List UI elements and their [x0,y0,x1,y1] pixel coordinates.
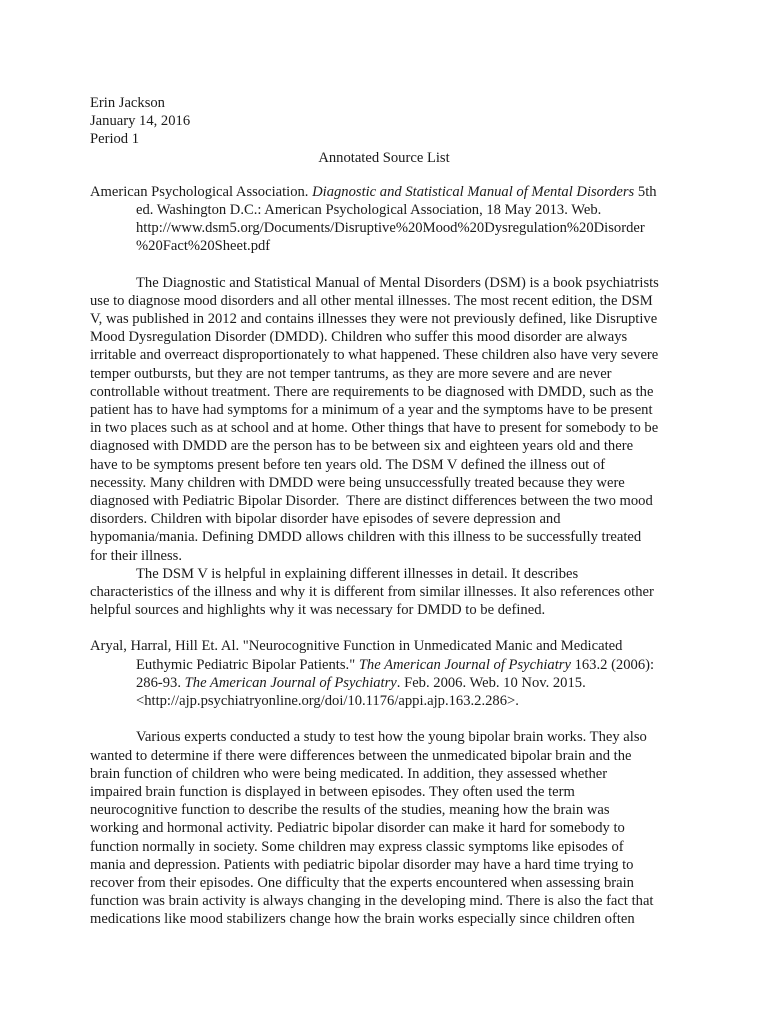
annotation-dsm-line: have to be symptoms present before ten years old. The DSM V defined the illness out of [90,456,606,473]
annotation-dsm-line: irritable and overreact disproportionately to what happened. These children also have very severe [90,347,659,364]
citation-dsm [90,183,678,256]
citation-dsm-line-2: ed. Washington D.C.: American Psychological Association, 18 May 2013. Web. [136,202,602,219]
annotation-dsm-line: helpful sources and highlights why it was necessary for DMDD to be defined. [90,602,546,619]
citation-aryal-article-end: Euthymic Pediatric Bipolar Patients." [136,656,359,673]
annotation-aryal-line: medications like mood stabilizers change how the brain works especially since children often [90,911,635,928]
annotation-aryal-line: function was brain activity is always changing in the developing mind. There is also the fact that [90,893,654,910]
annotation-dsm-line: in two places such as at school and at home. Other things that have to present for somebody to be [90,420,659,437]
citation-aryal-line-1: Aryal, Harral, Hill Et. Al. "Neurocognitive Function in Unmedicated Manic and Medicated [90,638,623,655]
citation-aryal-access: . Feb. 2006. Web. 10 Nov. 2015. [396,674,586,691]
annotation-dsm-line: V, was published in 2012 and contains illnesses they were not previously defined, like Disruptive [90,311,658,328]
annotation-dsm-line: patient has to have had symptoms for a minimum of a year and the symptoms have to be present [90,402,653,419]
citation-aryal-journal: The American Journal of Psychiatry [358,656,571,673]
annotation-dsm-line: Mood Dysregulation Disorder (DMDD). Children who suffer this mood disorder are always [90,329,628,346]
annotation-dsm-line: necessity. Many children with DMDD were being unsuccessfully treated because they were [90,474,625,491]
annotation-dsm-line: diagnosed with DMDD are the person has to be between six and eighteen years old and there [90,438,634,455]
annotation-aryal-line: Various experts conducted a study to test how the young bipolar brain works. They also [136,729,647,746]
annotation-aryal-line: neurocognitive function to describe the results of the studies, meaning how the brain was [90,802,610,819]
annotation-aryal-line: working and hormonal activity. Pediatric bipolar disorder can make it hard for somebody to [90,820,625,837]
annotation-aryal-line: mania and depression. Patients with pediatric bipolar disorder may have a hard time trying to [90,856,634,873]
citation-aryal [90,637,678,710]
class-period: Period 1 [90,131,140,148]
annotation-aryal-line: impaired brain function is displayed in between episodes. They often used the term [90,783,575,800]
citation-dsm-author: American Psychological Association. [90,183,313,200]
citation-aryal-line-2 [90,656,678,674]
citation-dsm-url-line-2: %20Fact%20Sheet.pdf [136,238,271,255]
citation-aryal-journal-web: The American Journal of Psychiatry [184,674,397,691]
annotation-dsm-line: characteristics of the illness and why it is different from similar illnesses. It also references other [90,584,654,601]
citation-aryal-line-3 [90,674,678,692]
annotation-aryal-line: function normally in society. Some children may express classic symptoms like episodes of [90,838,624,855]
annotation-dsm-line: hypomania/mania. Defining DMDD allows children with this illness to be successfully treated [90,529,642,546]
citation-aryal-pages: 286-93. [136,674,185,691]
citation-aryal-url: <http://ajp.psychiatryonline.org/doi/10.1176/appi.ajp.163.2.286>. [136,693,519,710]
annotation-dsm-line: for their illness. [90,547,183,564]
document-page [90,94,678,929]
annotation-aryal-line: wanted to determine if there were differences between the unmedicated bipolar brain and the [90,747,632,764]
author-name: Erin Jackson [90,95,165,111]
annotation-aryal-line: recover from their episodes. One difficulty that the experts encountered when assessing brain [90,874,634,891]
annotation-dsm [90,274,678,620]
citation-dsm-url-line-1: http://www.dsm5.org/Documents/Disruptive%20Mood%20Dysregulation%20Disorder [136,220,645,237]
annotation-dsm-line: controllable without treatment. There are requirements to be diagnosed with DMDD, such as the [90,383,654,400]
annotation-dsm-line: temper outbursts, but they are not temper tantrums, as they are more severe and are never [90,365,612,382]
annotation-aryal-line: brain function of children who were being medicated. In addition, they assessed whether [90,765,608,782]
annotation-dsm-line: diagnosed with Pediatric Bipolar Disorder. There are distinct differences between the two mood [90,493,653,510]
annotation-aryal [90,728,678,928]
annotation-dsm-line: use to diagnose mood disorders and all other mental illnesses. The most recent edition, the DSM [90,292,653,309]
annotation-dsm-line: The DSM V is helpful in explaining different illnesses in detail. It describes [136,565,579,582]
citation-dsm-line-1 [90,183,678,201]
document-date: January 14, 2016 [90,113,191,130]
page-title: Annotated Source List [318,149,450,166]
annotation-dsm-line: disorders. Children with bipolar disorder have episodes of severe depression and [90,511,561,528]
citation-dsm-title: Diagnostic and Statistical Manual of Mental Disorders [312,183,635,200]
citation-dsm-edition: 5th [634,183,657,200]
citation-aryal-volume: 163.2 (2006): [570,656,655,673]
annotation-dsm-line: The Diagnostic and Statistical Manual of Mental Disorders (DSM) is a book psychiatrists [136,274,659,291]
